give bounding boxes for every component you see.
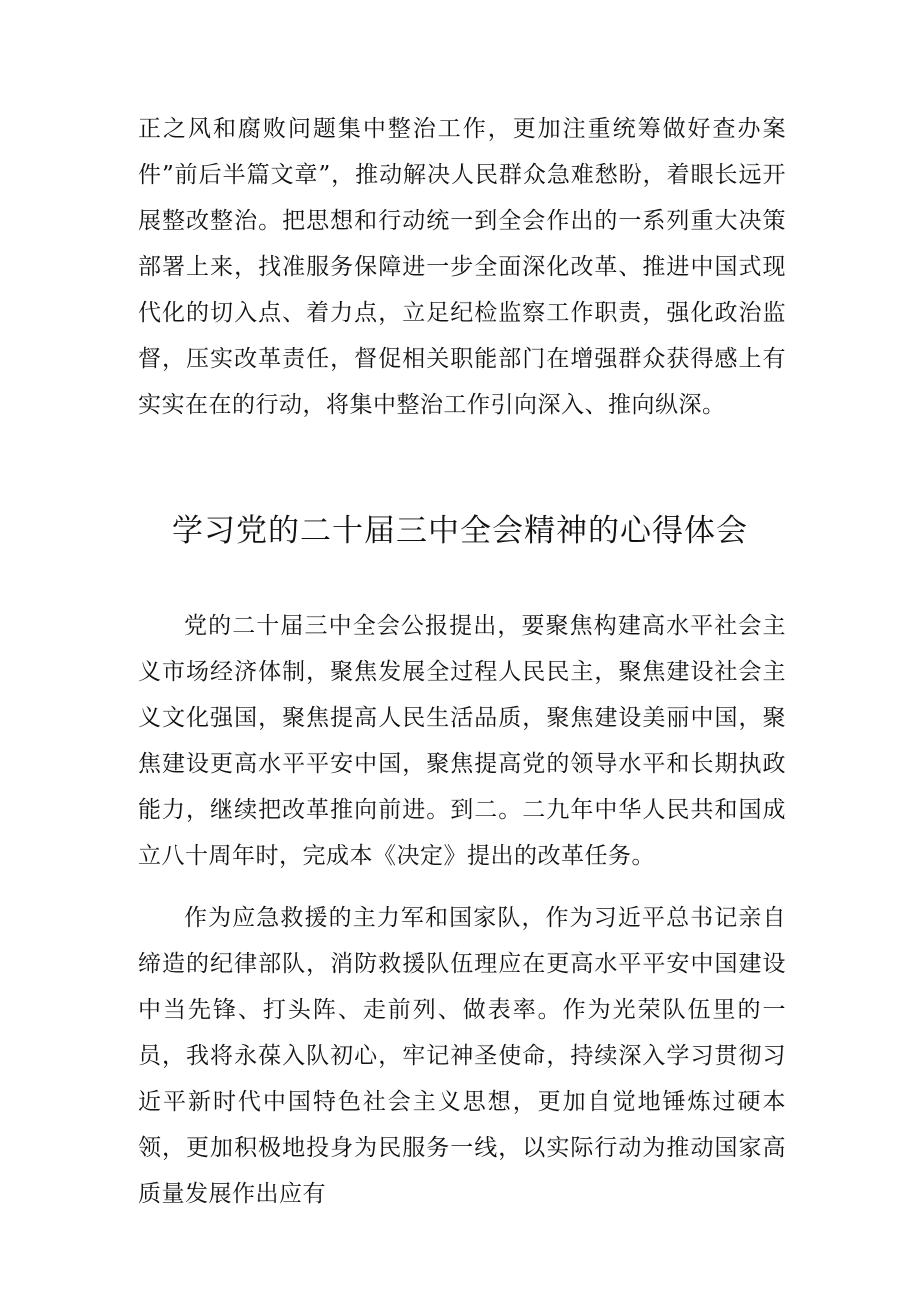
- paragraph-continued: 正之风和腐败问题集中整治工作，更加注重统筹做好查办案件”前后半篇文章”，推动解决人民群众急难愁盼，着眼长远开展整改整治。把思想和行动统一到全会作出的一系列重大决策部署上来，找准服务保障进一步全面深化改革、推进中国式现代化的切入点、着力点，立足纪检监察工作职责，强化政治监督，压实改革责任，督促相关职能部门在增强群众获得感上有实实在在的行动，将集中整治工作引向深入、推向纵深。: [138, 116, 786, 418]
- paragraph-fire-rescue: 作为应急救援的主力军和国家队，作为习近平总书记亲自缔造的纪律部队，消防救援队伍理应在更高水平平安中国建设中当先锋、打头阵、走前列、做表率。作为光荣队伍里的一员，我将永葆入队初心，牢记神圣使命，持续深入学习贯彻习近平新时代中国特色社会主义思想，更加自觉地锤炼过硬本领，更加积极地投身为民服务一线，以实际行动为推动国家高质量发展作出应有: [138, 905, 786, 1207]
- section-title: 学习党的二十届三中全会精神的心得体会: [172, 513, 748, 549]
- paragraph-plenum-communique: 党的二十届三中全会公报提出，要聚焦构建高水平社会主义市场经济体制，聚焦发展全过程人民民主，聚焦建设社会主义文化强国，聚焦提高人民生活品质，聚焦建设美丽中国，聚焦建设更高水平平安中国，聚焦提高党的领导水平和长期执政能力，继续把改革推向前进。到二。二九年中华人民共和国成立八十周年时，完成本《决定》提出的改革任务。: [138, 613, 786, 869]
